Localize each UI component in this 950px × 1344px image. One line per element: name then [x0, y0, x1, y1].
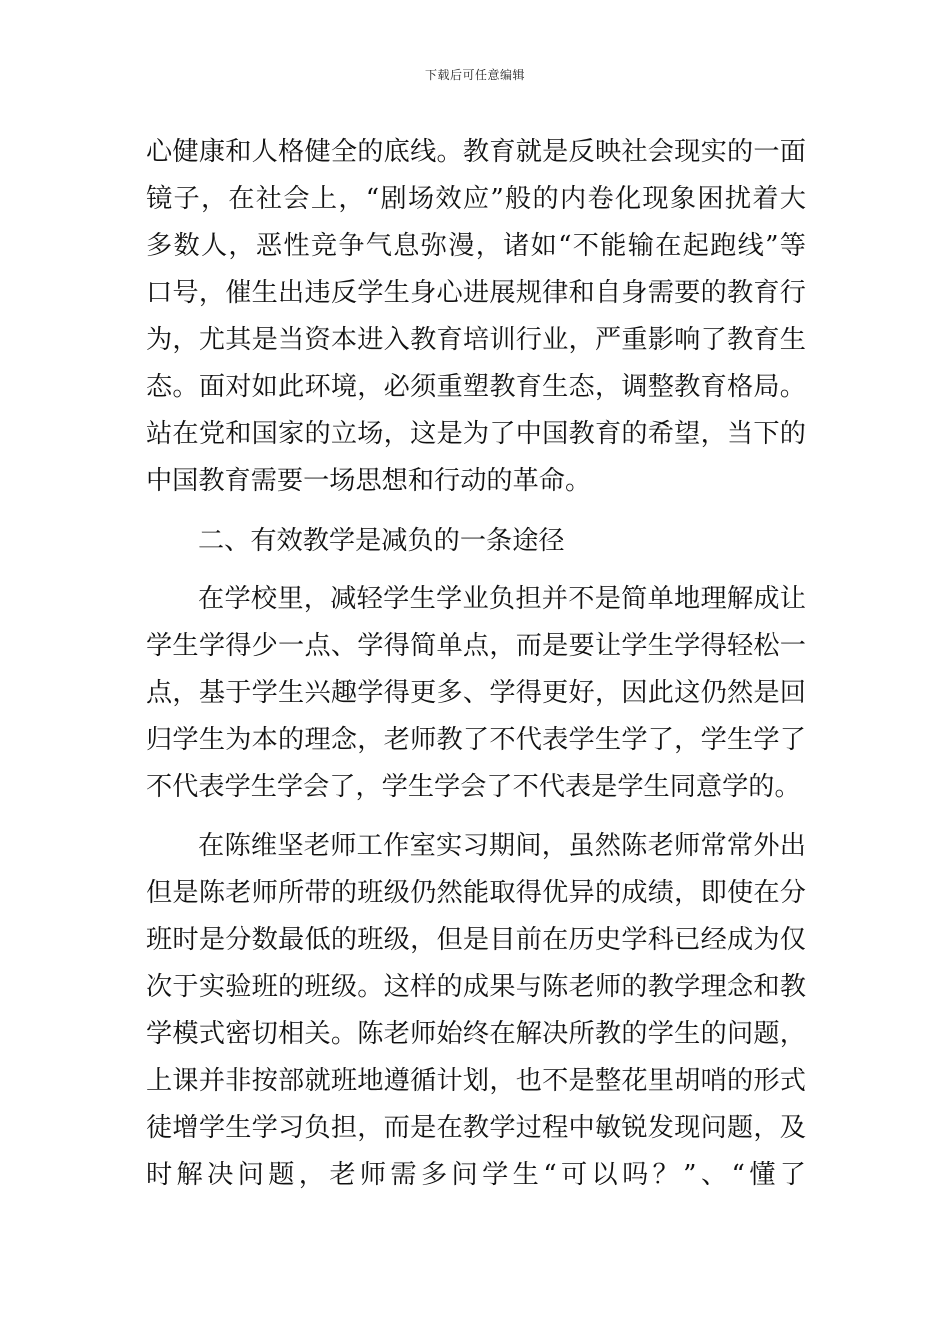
body-line: 在学校里，减轻学生学业负担并不是简单地理解成让: [198, 584, 806, 614]
body-line: 次于实验班的班级。这样的成果与陈老师的教学理念和教: [146, 972, 806, 1002]
body-line: 站在党和国家的立场，这是为了中国教育的希望，当下的: [146, 419, 806, 449]
body-line: 时解决问题，老师需多问学生“可以吗？”、“懂了: [146, 1160, 806, 1190]
body-line: 多数人，恶性竞争气息弥漫，诸如“不能输在起跑线”等: [146, 231, 806, 261]
body-line: 但是陈老师所带的班级仍然能取得优异的成绩，即使在分: [146, 878, 806, 908]
body-line: 学生学得少一点、学得简单点，而是要让学生学得轻松一: [146, 631, 806, 661]
body-line: 徒增学生学习负担，而是在教学过程中敏锐发现问题，及: [146, 1113, 806, 1143]
body-line: 不代表学生学会了，学生学会了不代表是学生同意学的。: [146, 772, 801, 802]
section-heading: 二、有效教学是减负的一条途径: [198, 526, 565, 556]
body-line: 中国教育需要一场思想和行动的革命。: [146, 466, 592, 496]
body-line: 口号，催生出违反学生身心进展规律和自身需要的教育行: [146, 278, 806, 308]
body-line: 在陈维坚老师工作室实习期间，虽然陈老师常常外出: [198, 831, 806, 861]
body-line: 镜子，在社会上，“剧场效应”般的内卷化现象困扰着大: [146, 184, 806, 214]
body-line: 态。面对如此环境，必须重塑教育生态，调整教育格局。: [146, 372, 806, 402]
body-line: 班时是分数最低的班级，但是目前在历史学科已经成为仅: [146, 925, 806, 955]
body-line: 归学生为本的理念，老师教了不代表学生学了，学生学了: [146, 725, 806, 755]
body-line: 心健康和人格健全的底线。教育就是反映社会现实的一面: [146, 137, 806, 167]
body-line: 学模式密切相关。陈老师始终在解决所教的学生的问题，: [146, 1019, 806, 1049]
body-line: 点，基于学生兴趣学得更多、学得更好，因此这仍然是回: [146, 678, 806, 708]
body-line: 上课并非按部就班地遵循计划，也不是整花里胡哨的形式: [146, 1066, 806, 1096]
body-line: 为，尤其是当资本进入教育培训行业，严重影响了教育生: [146, 325, 806, 355]
page-header: 下载后可任意编辑: [424, 68, 525, 82]
